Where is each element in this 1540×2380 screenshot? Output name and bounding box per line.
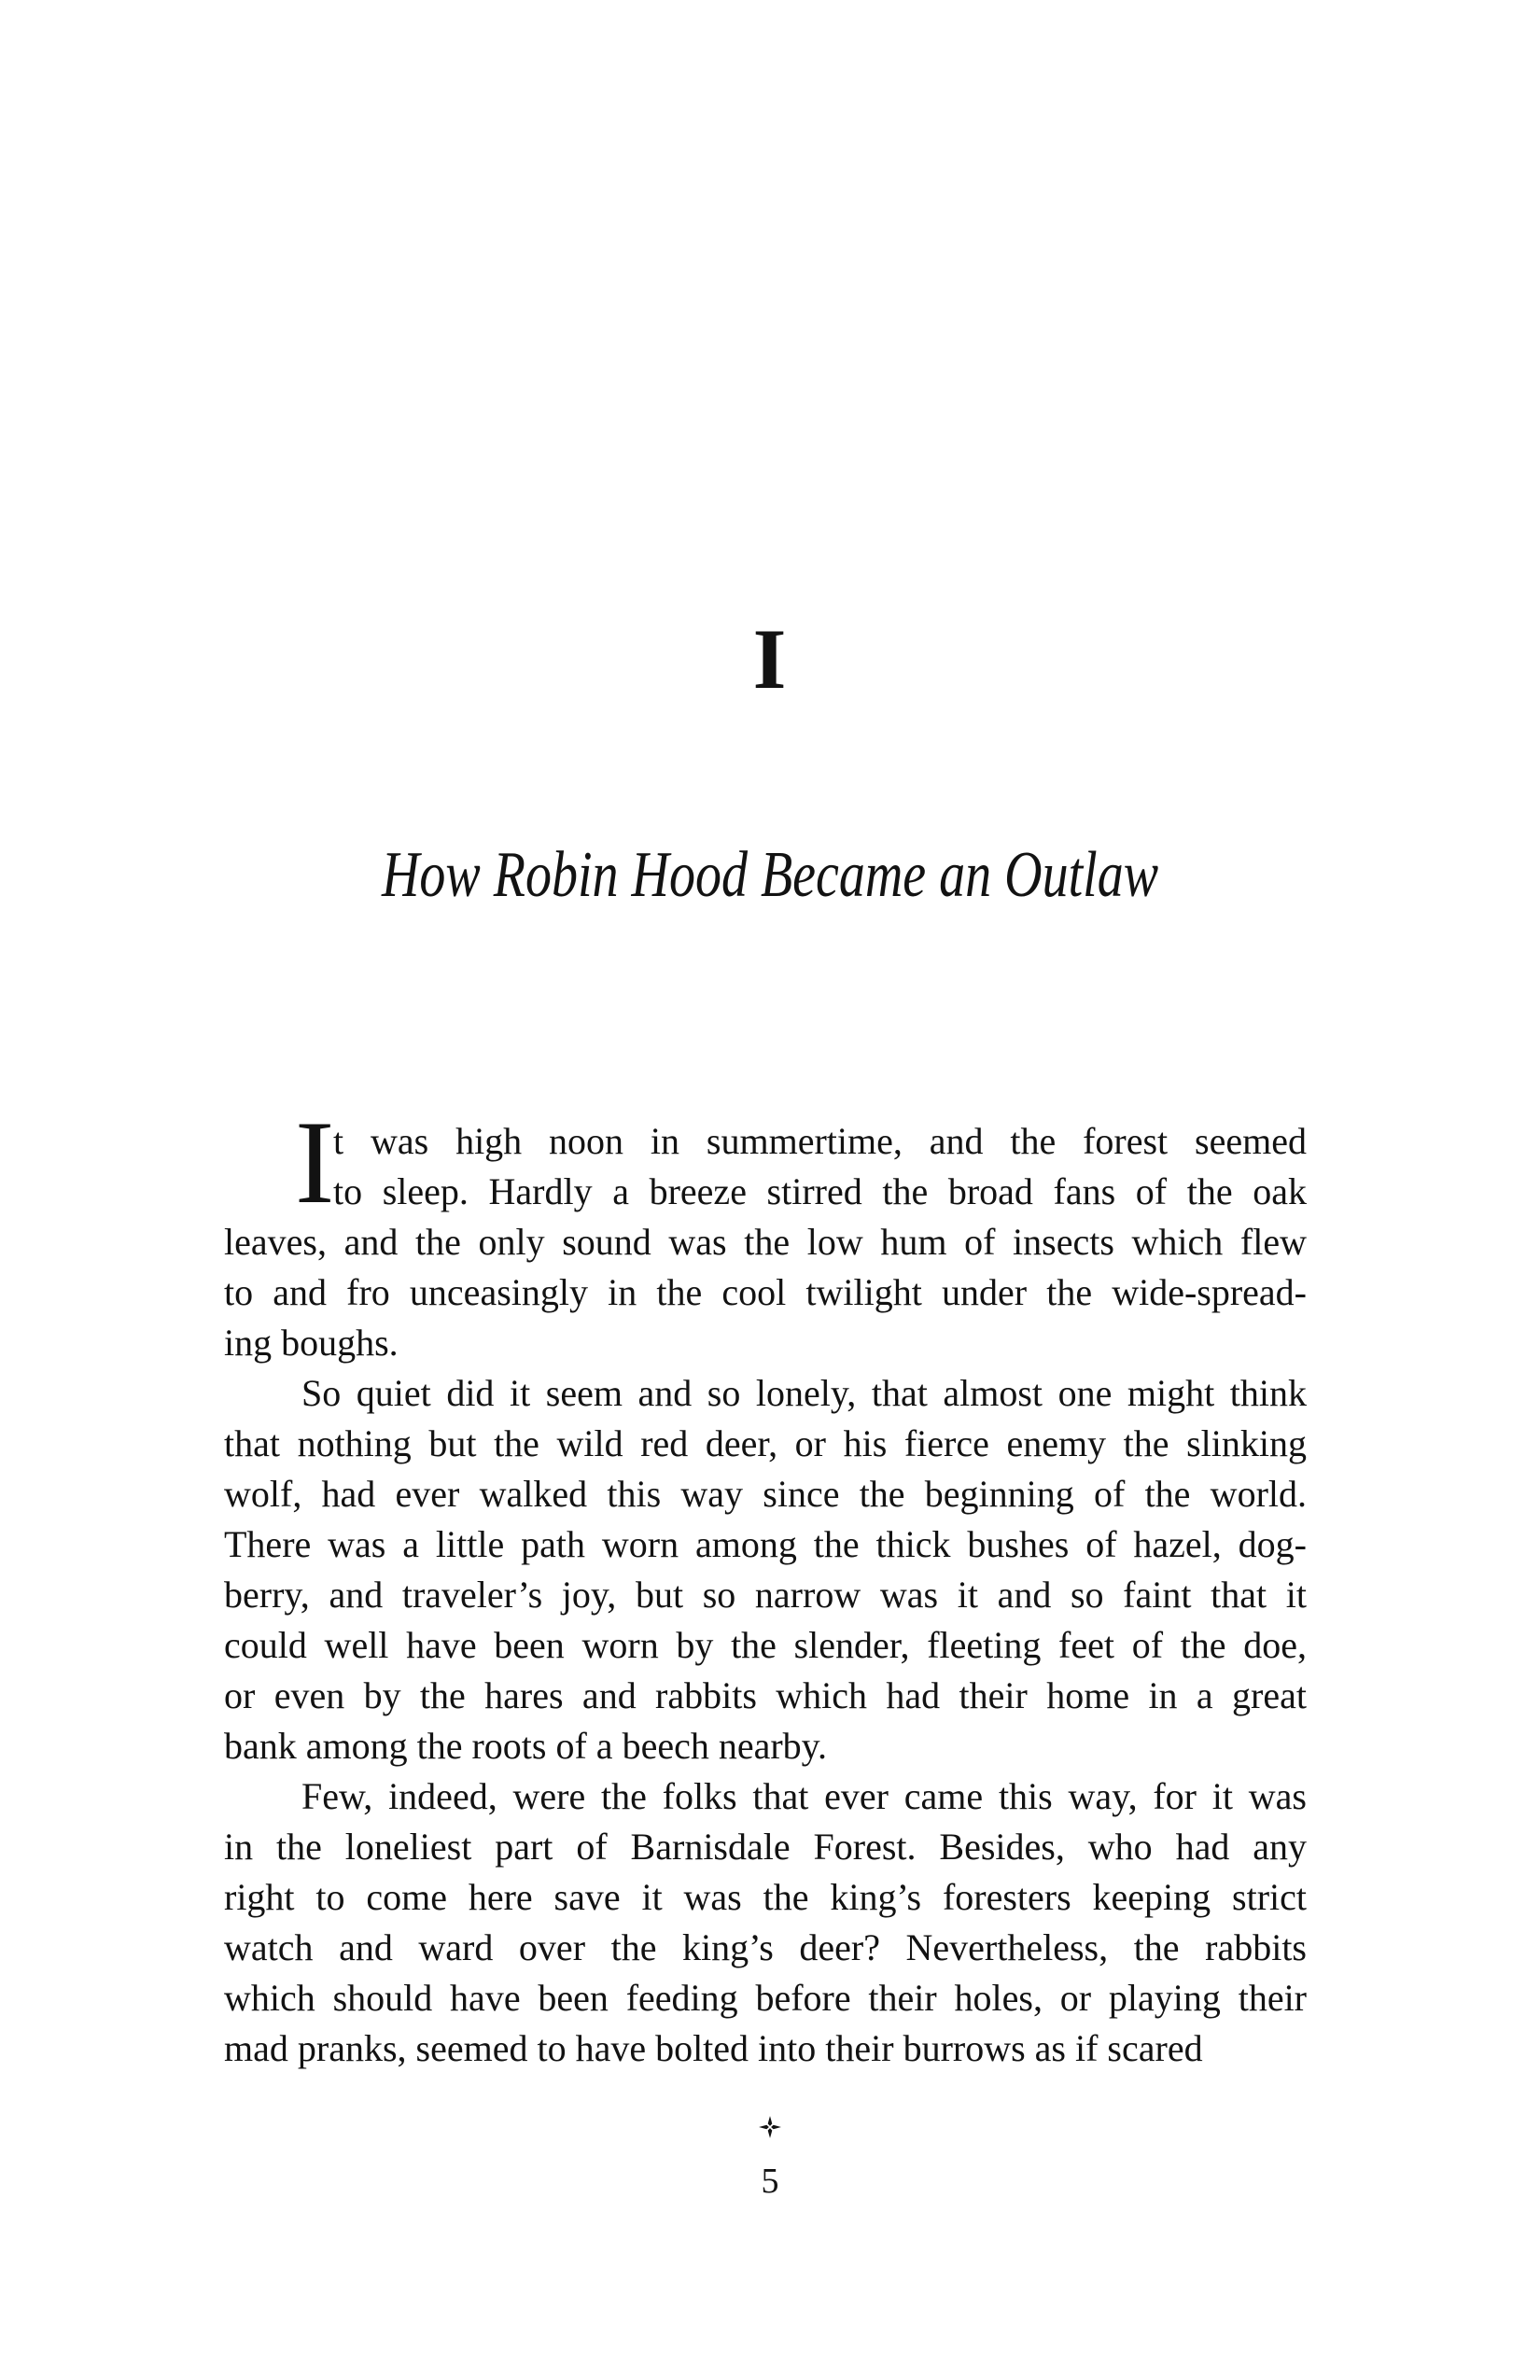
text-line: that nothing but the wild red deer, or his fierce enemy the slinking <box>224 1422 1307 1464</box>
text-line: right to come here save it was the king’s foresters keeping strict <box>224 1876 1307 1918</box>
paragraph <box>224 1368 1307 1771</box>
text-line: berry, and traveler’s joy, but so narrow was it and so faint that it <box>224 1574 1307 1616</box>
text-line: leaves, and the only sound was the low hum of insects which flew <box>224 1221 1307 1263</box>
text-line: So quiet did it seem and so lonely, that almost one might think <box>301 1372 1307 1414</box>
text-line: There was a little path worn among the thick bushes of hazel, dog- <box>224 1523 1307 1565</box>
text-line: bank among the roots of a beech nearby. <box>224 1725 828 1767</box>
text-line: to and fro unceasingly in the cool twilight under the wide-spread- <box>224 1271 1307 1313</box>
paragraph <box>224 1771 1307 2074</box>
footer-ornament-icon <box>0 2115 1540 2139</box>
text-line: to sleep. Hardly a breeze stirred the broad fans of the oak <box>333 1170 1307 1212</box>
body-text <box>224 1098 1307 2074</box>
text-line: mad pranks, seemed to have bolted into their burrows as if scared <box>224 2027 1203 2069</box>
page-number: 5 <box>761 2162 779 2201</box>
text-line: which should have been feeding before their holes, or playing their <box>224 1977 1307 2019</box>
text-line: could well have been worn by the slender, fleeting feet of the doe, <box>224 1624 1307 1666</box>
paragraph <box>224 1098 1307 1368</box>
text-line: or even by the hares and rabbits which had their home in a great <box>224 1674 1307 1716</box>
text-line: t was high noon in summertime, and the forest seemed <box>333 1120 1307 1162</box>
text-line: in the loneliest part of Barnisdale Forest. Besides, who had any <box>224 1826 1307 1868</box>
text-line: ing boughs. <box>224 1322 399 1364</box>
chapter-title: How Robin Hood Became an Outlaw <box>381 839 1159 911</box>
drop-cap: I <box>295 1098 335 1228</box>
text-line: watch and ward over the king’s deer? Nevertheless, the rabbits <box>224 1926 1307 1968</box>
text-line: Few, indeed, were the folks that ever came this way, for it was <box>301 1775 1307 1817</box>
chapter-number: I <box>752 611 788 707</box>
text-line: wolf, had ever walked this way since the beginning of the world. <box>224 1473 1307 1515</box>
